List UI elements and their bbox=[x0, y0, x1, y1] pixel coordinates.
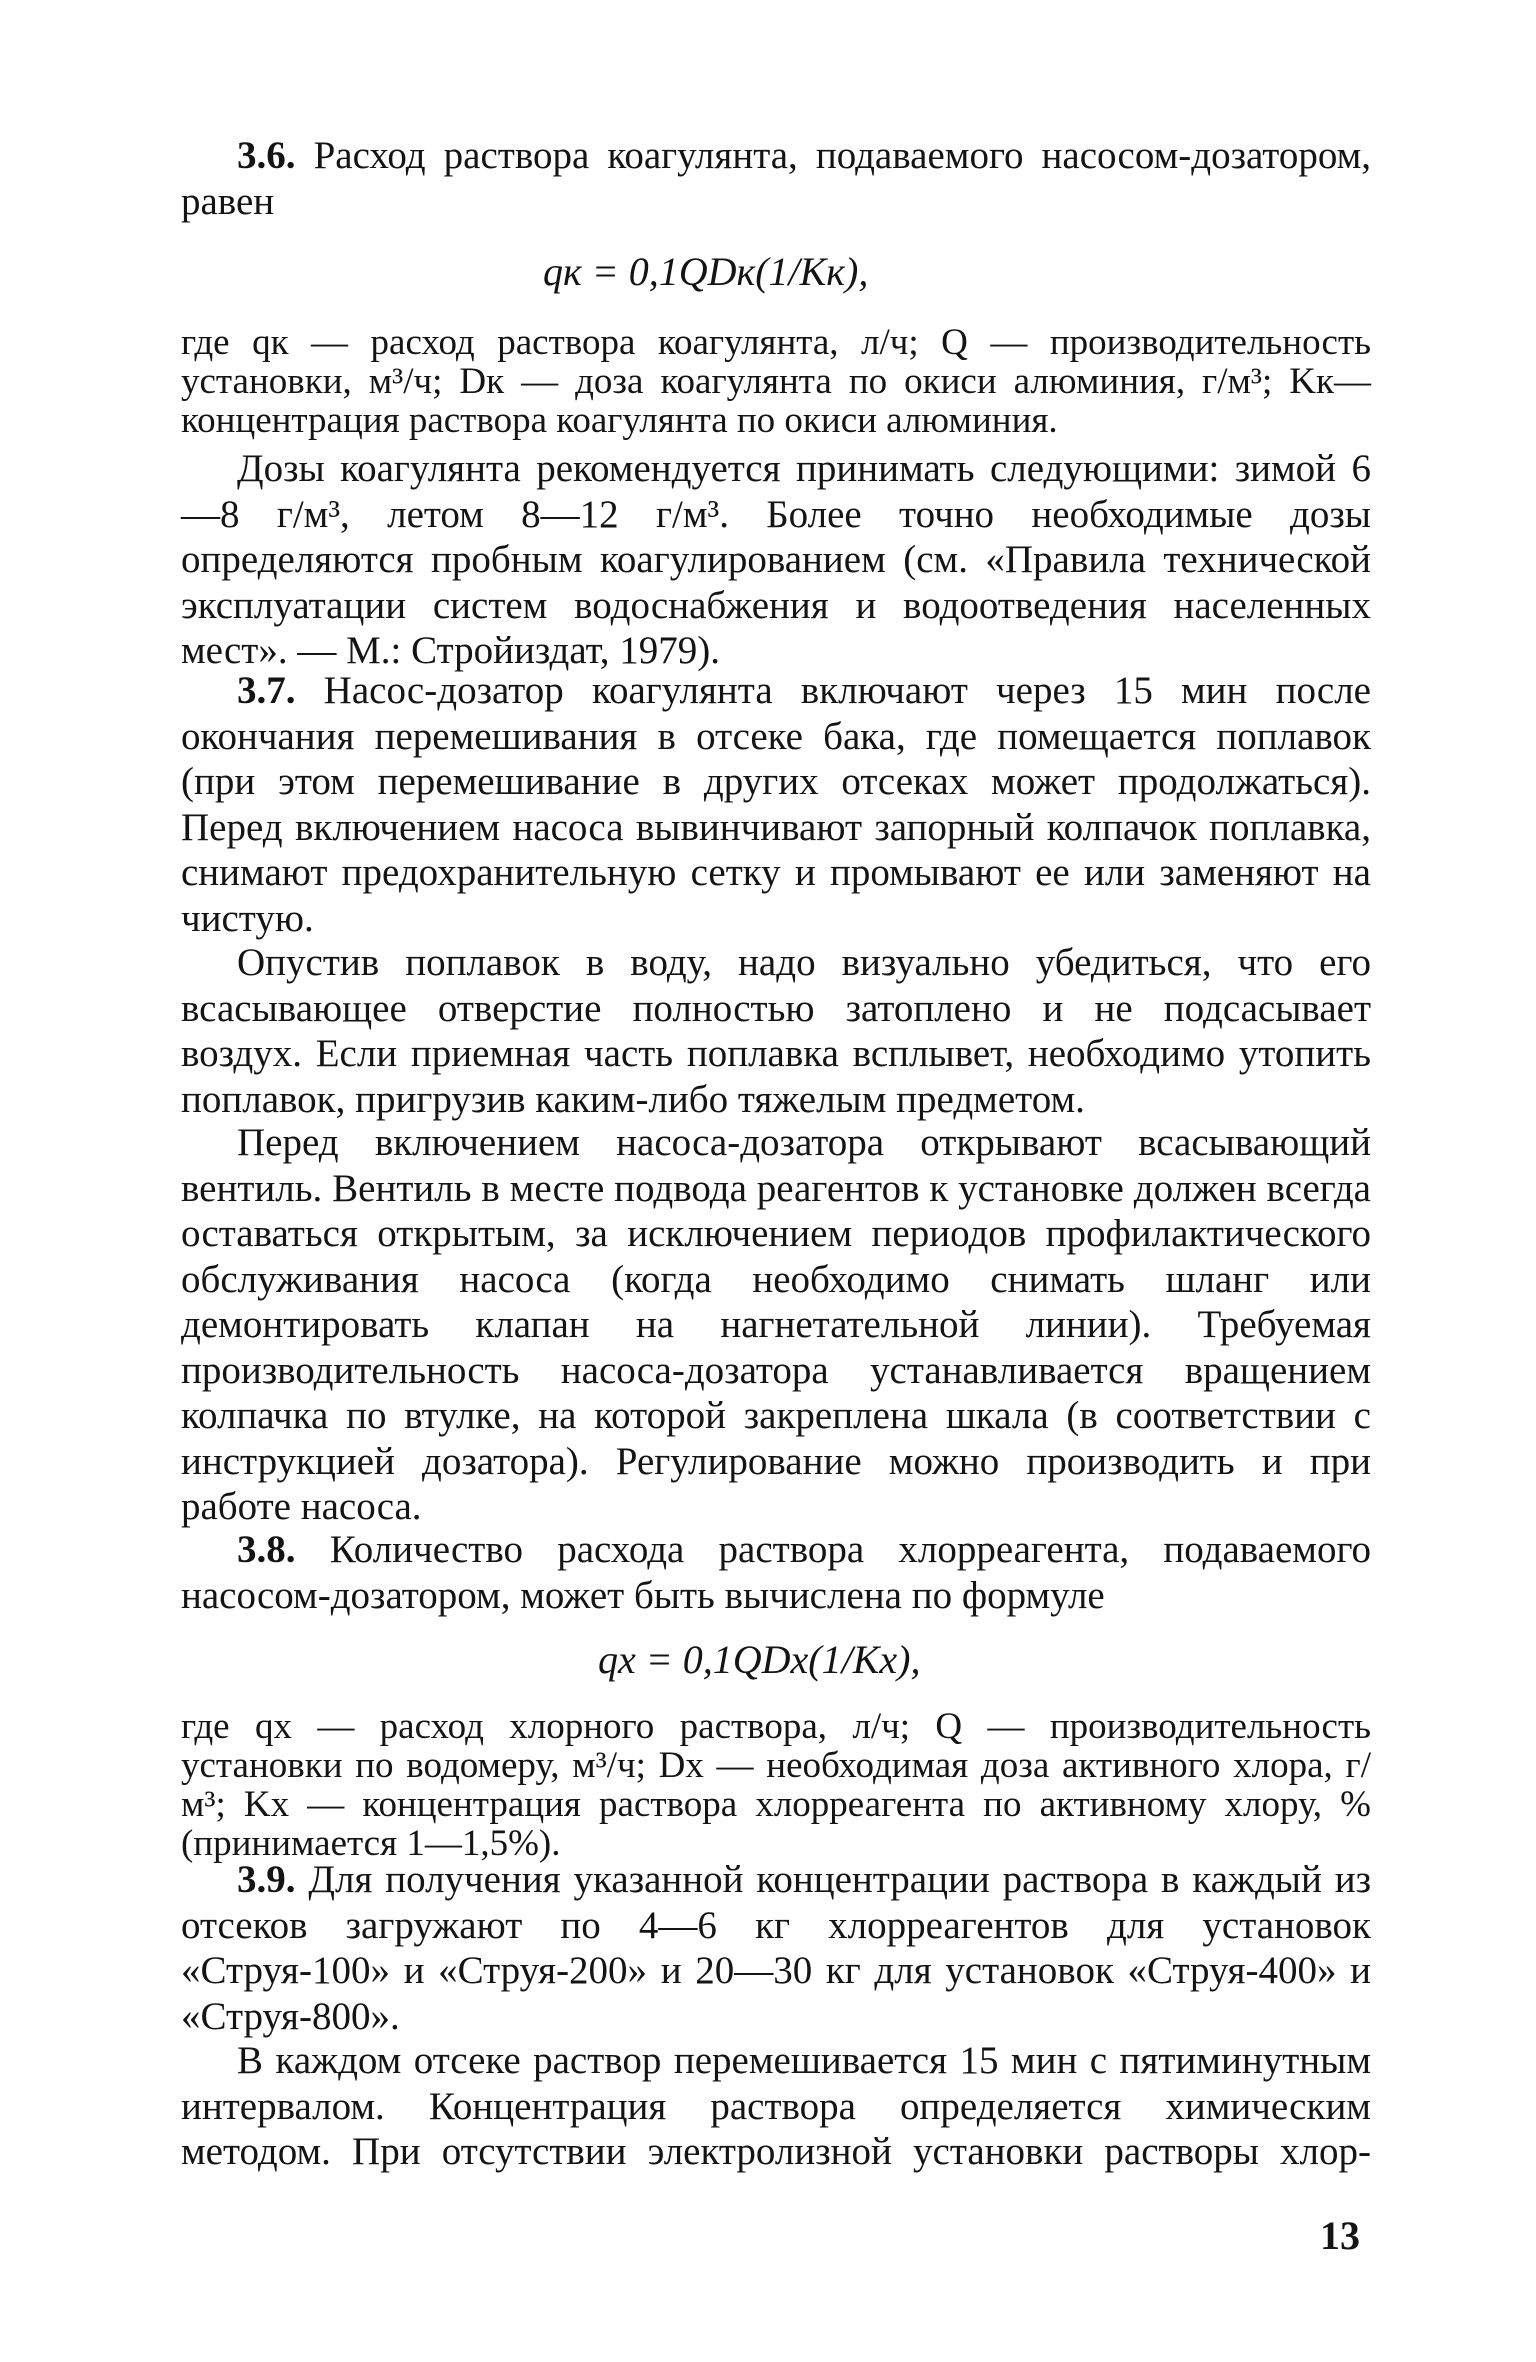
paragraph-3-8 bbox=[181, 1527, 1371, 1618]
formula-coagulant-definitions: где qк — расход раствора коагулянта, л/ч; Q — производительность установки, м³/ч; Dк — доза коагулянта по окиси алюминия, г/м³; Kк—концентрация раствора коагулянта по окиси алюминия. bbox=[181, 322, 1371, 441]
section-number-3-7: 3.7. bbox=[237, 669, 296, 712]
paragraph-coagulant-doses: Дозы коагулянта рекомендуется принимать следующими: зимой 6—8 г/м³, летом 8—12 г/м³. Более точно необходимые дозы определяются пробным коагулированием (см. «Правила технической эксплуатации систем водоснабжения и водоотведения населенных мест». — М.: Стройиздат, 1979). bbox=[181, 447, 1371, 672]
paragraph-3-7-text: Насос-дозатор коагулянта включают через 15 мин после окончания перемешивания в отсеке бака, где помещается поплавок (при этом перемешивание в других отсеках может продолжаться). Перед включением насоса вывинчивают запорный колпачок поплавка, снимают предохранительную сетку и промывают ее или заменяют на чистую. bbox=[181, 669, 1371, 940]
paragraph-mixing-interval: В каждом отсеке раствор перемешивается 15 мин с пятиминутным интервалом. Концентрация раствора определяется химическим методом. При отсутствии электролизной установки растворы хлор- bbox=[181, 2039, 1371, 2173]
paragraph-3-8-text: Количество расхода раствора хлорреагента, подаваемого насосом-дозатором, может быть вычислена по формуле bbox=[181, 1528, 1371, 1617]
section-number-3-8: 3.8. bbox=[237, 1528, 296, 1571]
paragraph-3-9 bbox=[181, 1857, 1371, 2039]
paragraph-pump-startup: Перед включением насоса-дозатора открывают всасывающий вентиль. Вентиль в месте подвода реагентов к установке должен всегда оставаться открытым, за исключением периодов профилактического обслуживания насоса (когда необходимо снимать шланг или демонтировать клапан на нагнетательной линии). Требуемая производительность насоса-дозатора устанавливается вращением колпачка по втулке, на которой закреплена шкала (в соответствии с инструкцией дозатора). Регулирование можно производить и при работе насоса. bbox=[181, 1121, 1371, 1528]
formula-chlorine: qх = 0,1QDх(1/Kх), bbox=[598, 1637, 921, 1682]
paragraph-float-immersion: Опустив поплавок в воду, надо визуально убедиться, что его всасывающее отверстие полностью затоплено и не подсасывает воздух. Если приемная часть поплавка всплывет, необходимо утопить поплавок, пригрузив каким-либо тяжелым предметом. bbox=[181, 941, 1371, 1121]
paragraph-3-7 bbox=[181, 668, 1371, 941]
formula-chlorine-definitions: где qх — расход хлорного раствора, л/ч; Q — производительность установки по водомеру, м³/ч; Dх — необходимая доза активного хлора, г/м³; Kх — концентрация раствора хлорреагента по активному хлору, % (принимается 1—1,5%). bbox=[181, 1706, 1371, 1864]
paragraph-3-6 bbox=[181, 133, 1371, 224]
page-number: 13 bbox=[1320, 2213, 1360, 2258]
formula-coagulant: qк = 0,1QDк(1/Kк), bbox=[543, 249, 869, 294]
paragraph-3-9-text: Для получения указанной концентрации раствора в каждый из отсеков загружают по 4—6 кг хлорреагентов для установок «Струя-100» и «Струя-200» и 20—30 кг для установок «Струя-400» и «Струя-800». bbox=[181, 1858, 1372, 2038]
section-number-3-9: 3.9. bbox=[237, 1858, 296, 1901]
section-number-3-6: 3.6. bbox=[237, 134, 296, 177]
paragraph-3-6-text: Расход раствора коагулянта, подаваемого насосом-дозатором, равен bbox=[181, 134, 1372, 223]
